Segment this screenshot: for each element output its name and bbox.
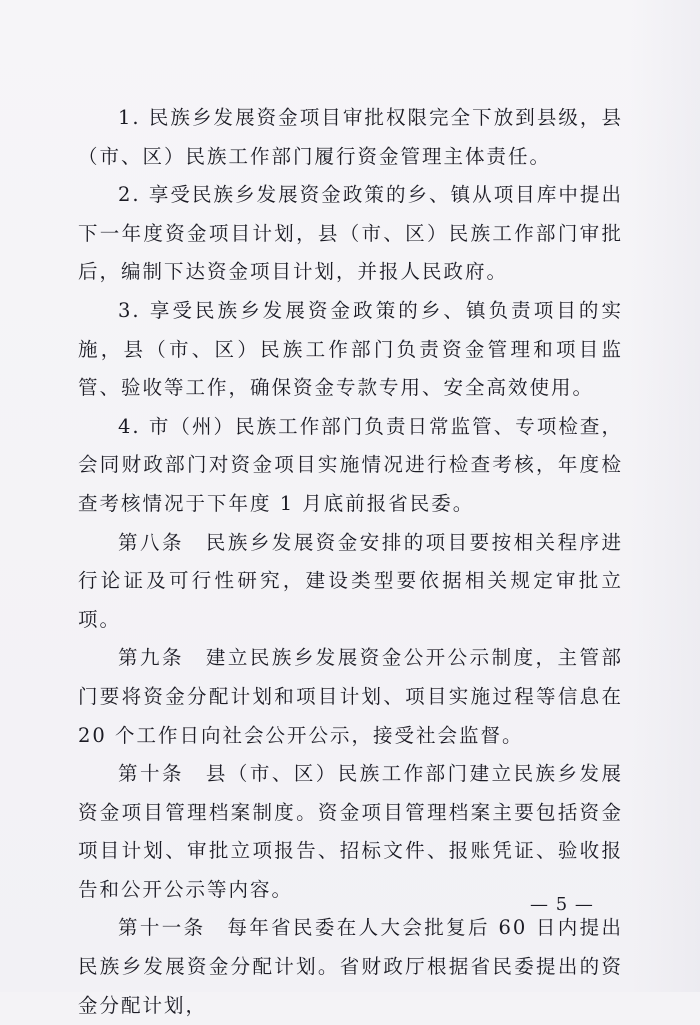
- paragraph-item-1: 1. 民族乡发展资金项目审批权限完全下放到县级，县（市、区）民族工作部门履行资金管理主体责任。: [78, 106, 623, 168]
- article-8: 第八条 民族乡发展资金安排的项目要按相关程序进行论证及可行性研究，建设类型要依据相关规定审批立项。: [78, 530, 623, 631]
- paragraph-item-4: 4. 市（州）民族工作部门负责日常监管、专项检查，会同财政部门对资金项目实施情况进行检查考核，年度检查考核情况于下年度 1 月底前报省民委。: [78, 414, 623, 515]
- document-body: [78, 99, 623, 1025]
- paragraph-item-3: 3. 享受民族乡发展资金政策的乡、镇负责项目的实施，县（市、区）民族工作部门负责资金管理和项目监管、验收等工作，确保资金专款专用、安全高效使用。: [78, 298, 623, 400]
- article-9: 第九条 建立民族乡发展资金公开公示制度，主管部门要将资金分配计划和项目计划、项目实施过程等信息在 20 个工作日向社会公开公示，接受社会监督。: [78, 646, 623, 747]
- article-10: 第十条 县（市、区）民族工作部门建立民族乡发展资金项目管理档案制度。资金项目管理档案主要包括资金项目计划、审批立项报告、招标文件、报账凭证、验收报告和公开公示等内容。: [78, 762, 623, 901]
- article-11: 第十一条 每年省民委在人大会批复后 60 日内提出民族乡发展资金分配计划。省财政厅根据省民委提出的资金分配计划，: [78, 916, 623, 1017]
- paragraph-item-2: 2. 享受民族乡发展资金政策的乡、镇从项目库中提出下一年度资金项目计划，县（市、区）民族工作部门审批后，编制下达资金项目计划，并报人民政府。: [78, 183, 623, 284]
- page-edge-shadow: [630, 0, 700, 992]
- page-number: — 5 —: [530, 894, 594, 915]
